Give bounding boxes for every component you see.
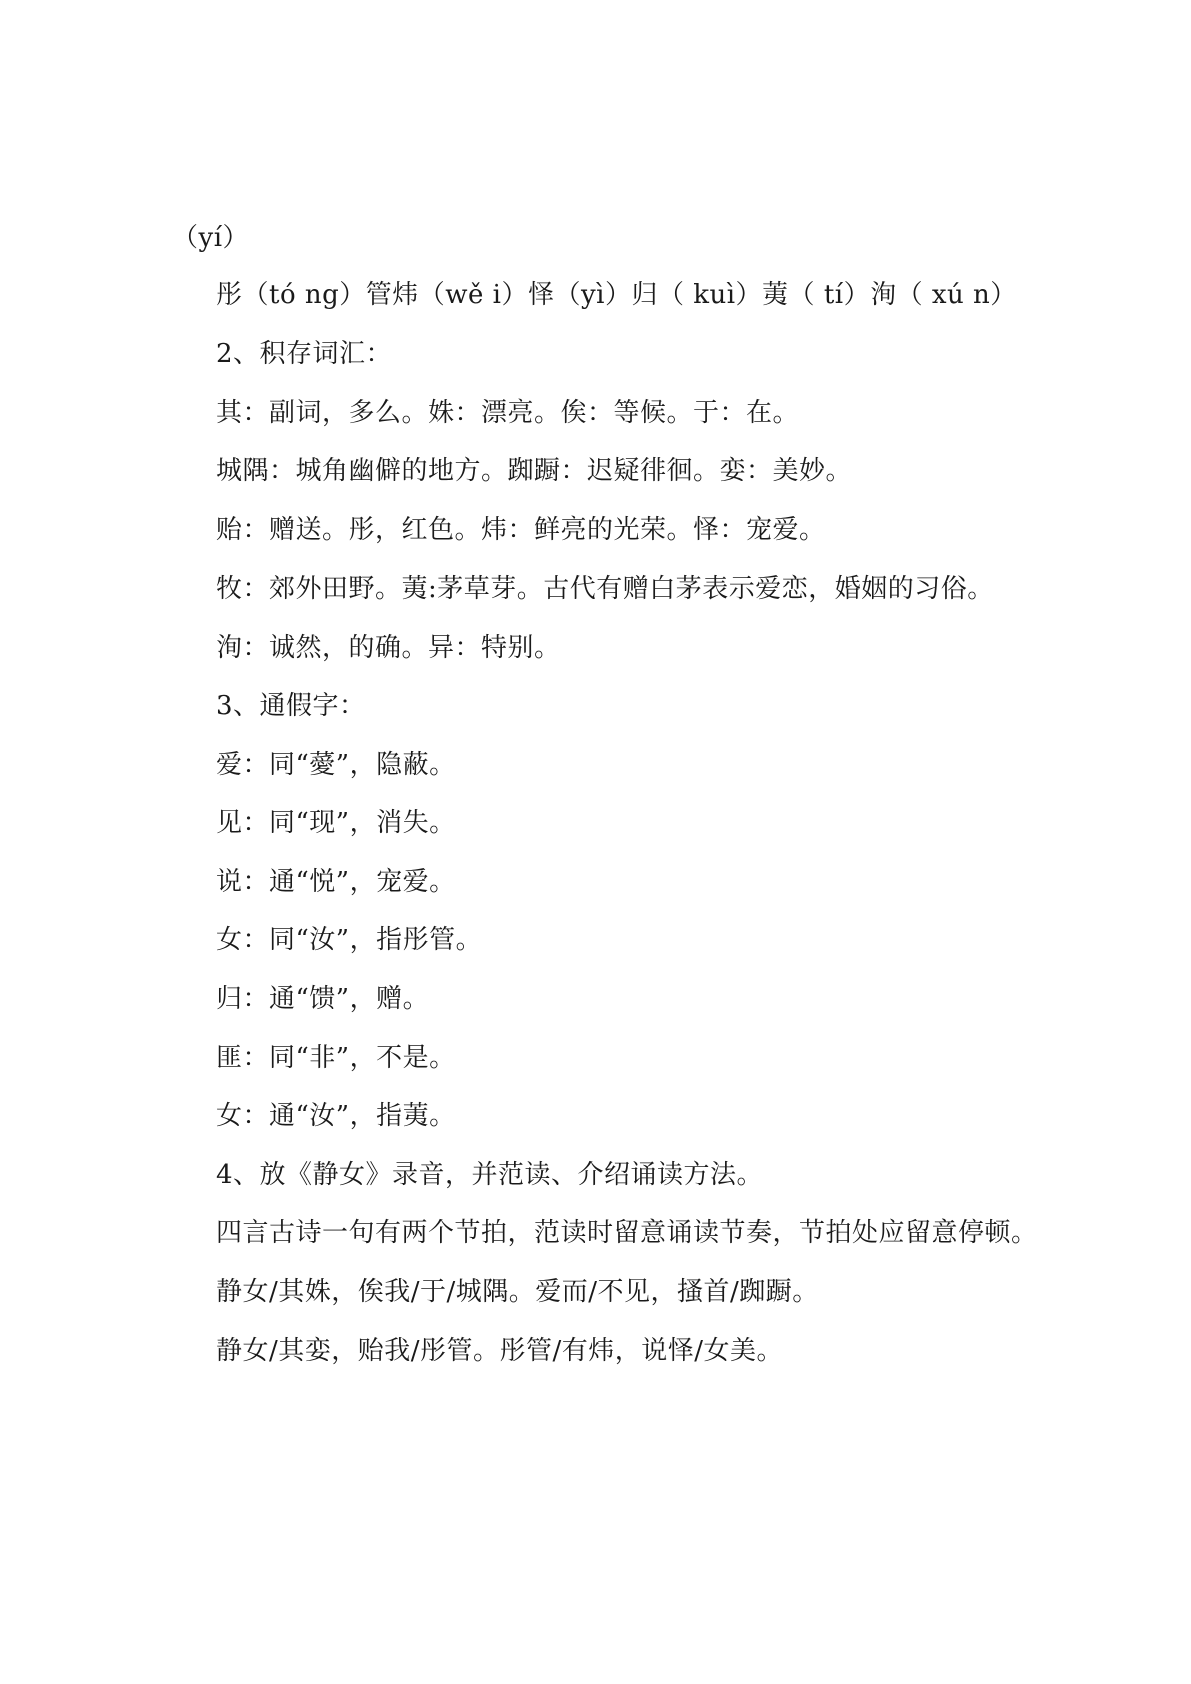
pinyin-fragment: （yí） [172,223,250,253]
section-heading-loanwords: 3、通假字： [216,691,366,721]
loanword-line: 女：同“汝”，指彤管。 [216,925,483,955]
vocab-line: 贻：赠送。彤，红色。炜：鲜亮的光荣。怿：宠爱。 [216,515,826,545]
poem-line: 静女/其姝，俟我/于/城隅。爱而/不见，搔首/踟蹰。 [216,1277,819,1307]
loanword-line: 爱：同“薆”，隐蔽。 [216,750,456,780]
loanword-line: 女：通“汝”，指荑。 [216,1101,456,1131]
vocab-line: 其：副词，多么。姝：漂亮。俟：等候。于：在。 [216,398,800,428]
poem-line: 静女/其娈，贻我/彤管。彤管/有炜，说怿/女美。 [216,1336,784,1366]
pinyin-line: 彤（tó ng）管炜（wě i）怿（yì）归（ kuì）荑（ tí）洵（ xú n） [216,280,1017,310]
recitation-note: 四言古诗一句有两个节拍，范读时留意诵读节奏，节拍处应留意停顿。 [216,1218,1038,1248]
vocab-line: 牧：郊外田野。荑:茅草芽。古代有赠白茅表示爱恋，婚姻的习俗。 [216,574,994,604]
vocab-line: 洵：诚然，的确。异：特别。 [216,633,561,663]
section-heading-recitation: 4、放《静女》录音，并范读、介绍诵读方法。 [216,1160,764,1190]
loanword-line: 见：同“现”，消失。 [216,808,456,838]
loanword-line: 匪：同“非”，不是。 [216,1043,456,1073]
loanword-line: 归：通“馈”，赠。 [216,984,430,1014]
vocab-line: 城隅：城角幽僻的地方。踟蹰：迟疑徘徊。娈：美妙。 [216,456,853,486]
section-heading-vocabulary: 2、积存词汇： [216,339,393,369]
loanword-line: 说：通“悦”，宠爱。 [216,867,456,897]
